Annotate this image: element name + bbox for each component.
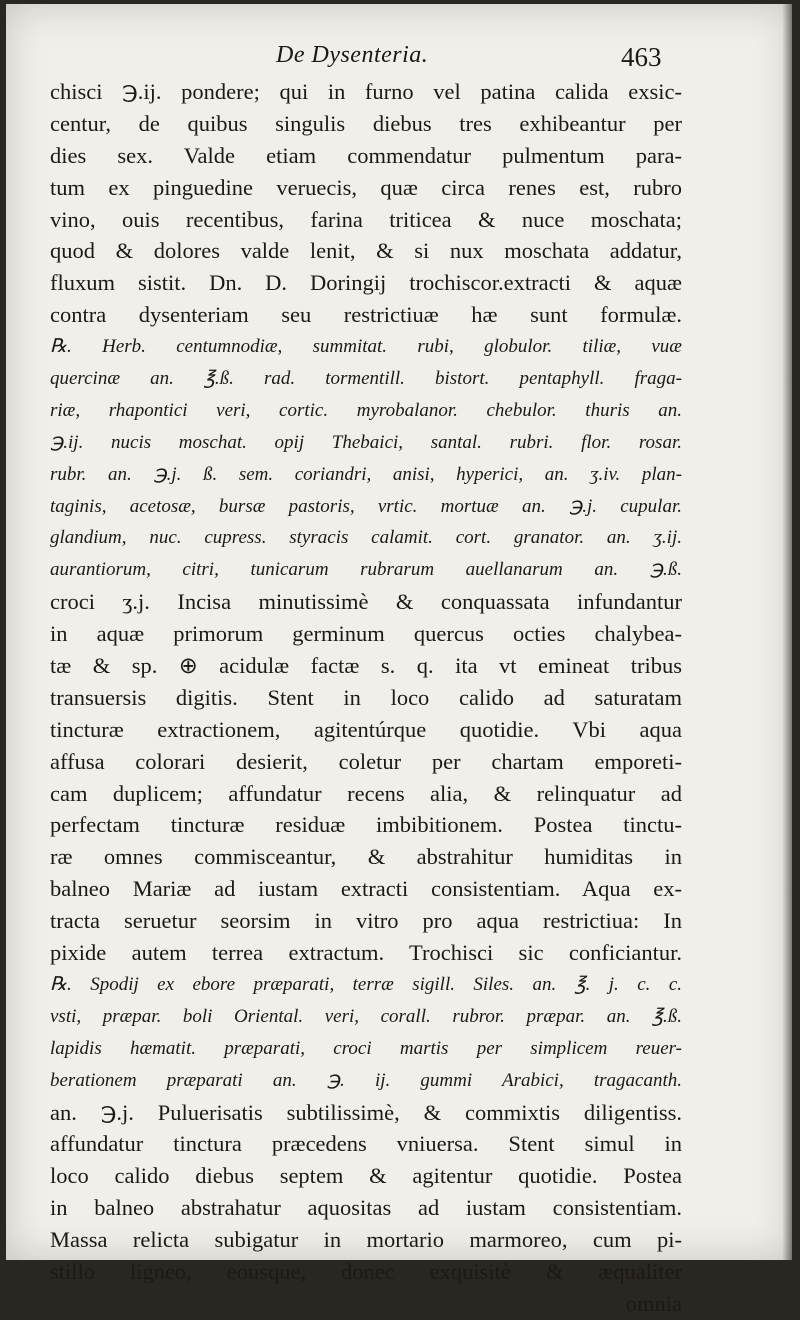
text-line: quod & dolores valde lenit, & si nux moschata addatur,: [50, 238, 682, 264]
text-line: affundatur tinctura præcedens vniuersa. Stent simul in: [50, 1131, 682, 1157]
page-number: 463: [621, 42, 662, 72]
text-line: cam duplicem; affundatur recens alia, & relinquatur ad: [50, 780, 682, 806]
text-line: tracta seruetur seorsim in vitro pro aqua restrictiua: In: [50, 908, 682, 934]
recipe-line: rubr. an. ℈.j. ß. sem. coriandri, anisi, hyperici, an. ʒ.iv. plan-: [50, 463, 682, 485]
recipe-line: quercinæ an. ℥.ß. rad. tormentill. bistort. pentaphyll. fraga-: [50, 368, 682, 390]
recipe-line: taginis, acetosæ, bursæ pastoris, vrtic. mortuæ an. ℈.j. cupular.: [50, 495, 682, 517]
text-line: pixide autem terrea extractum. Trochisci sic conficiantur.: [50, 940, 682, 966]
text-line: dies sex. Valde etiam commendatur pulmentum para-: [50, 142, 682, 168]
text-line: tincturæ extractionem, agitentúrque quotidie. Vbi aqua: [50, 716, 682, 742]
text-line: in aquæ primorum germinum quercus octies chalybea-: [50, 621, 682, 647]
binding-gutter-shadow: [782, 4, 792, 1260]
text-line: contra dysenteriam seu restrictiuæ hæ sunt formulæ.: [50, 302, 682, 328]
text-line: stillo ligneo, eousque, donec exquisitè & æqualiter: [50, 1258, 682, 1284]
text-line: affusa colorari desierit, coletur per chartam emporeti-: [50, 748, 682, 774]
running-title: De Dysenteria.: [276, 42, 429, 68]
text-line: transuersis digitis. Stent in loco calido ad saturatam: [50, 684, 682, 710]
text-line: centur, de quibus singulis diebus tres exhibeantur per: [50, 110, 682, 136]
recipe-line: riæ, rhapontici veri, cortic. myrobalanor. chebulor. thuris an.: [50, 399, 682, 421]
recipe-line: ℞. Herb. centumnodiæ, summitat. rubi, globulor. tiliæ, vuæ: [50, 336, 682, 358]
text-line: perfectam tincturæ residuæ imbibitionem. Postea tinctu-: [50, 812, 682, 838]
text-line: in balneo abstrahatur aquositas ad iustam consistentiam.: [50, 1195, 682, 1221]
recipe-line: glandium, nuc. cupress. styracis calamit. cort. granator. an. ʒ.ij.: [50, 527, 682, 549]
text-line: tæ & sp. ⊕ acidulæ factæ s. q. ita vt emineat tribus: [50, 653, 682, 679]
text-line: ræ omnes commisceantur, & abstrahitur humiditas in: [50, 844, 682, 870]
recipe-line: lapidis hæmatit. præparati, croci martis per simplicem reuer-: [50, 1037, 682, 1059]
text-line: an. ℈.j. Puluerisatis subtilissimè, & commixtis diligentiss.: [50, 1099, 682, 1125]
recipe-line: aurantiorum, citri, tunicarum rubrarum auellanarum an. ℈.ß.: [50, 559, 682, 581]
text-line: chisci ℈.ij. pondere; qui in furno vel patina calida exsic-: [50, 79, 682, 104]
text-line: vino, ouis recentibus, farina triticea & nuce moschata;: [50, 206, 682, 232]
body-text: [50, 76, 682, 1320]
book-page: [6, 4, 792, 1316]
text-line: Massa relicta subigatur in mortario marmoreo, cum pi-: [50, 1227, 682, 1253]
recipe-line: vsti, præpar. boli Oriental. veri, corall. rubror. præpar. an. ℥.ß.: [50, 1005, 682, 1027]
recipe-line: ℈.ij. nucis moschat. opij Thebaici, santal. rubri. flor. rosar.: [50, 431, 682, 453]
text-line: fluxum sistit. Dn. D. Doringij trochiscor.extracti & aquæ: [50, 270, 682, 296]
text-line: tum ex pinguedine veruecis, quæ circa renes est, rubro: [50, 174, 682, 200]
text-line: croci ʒ.j. Incisa minutissimè & conquassata infundantur: [50, 589, 682, 615]
recipe-line: ℞. Spodij ex ebore præparati, terræ sigill. Siles. an. ℥. j. c. c.: [50, 973, 682, 995]
catchword: omnia: [625, 1290, 682, 1316]
recipe-line: berationem præparati an. ℈. ij. gummi Arabici, tragacanth.: [50, 1069, 682, 1091]
text-line: loco calido diebus septem & agitentur quotidie. Postea: [50, 1163, 682, 1189]
text-line: balneo Mariæ ad iustam extracti consistentiam. Aqua ex-: [50, 876, 682, 902]
